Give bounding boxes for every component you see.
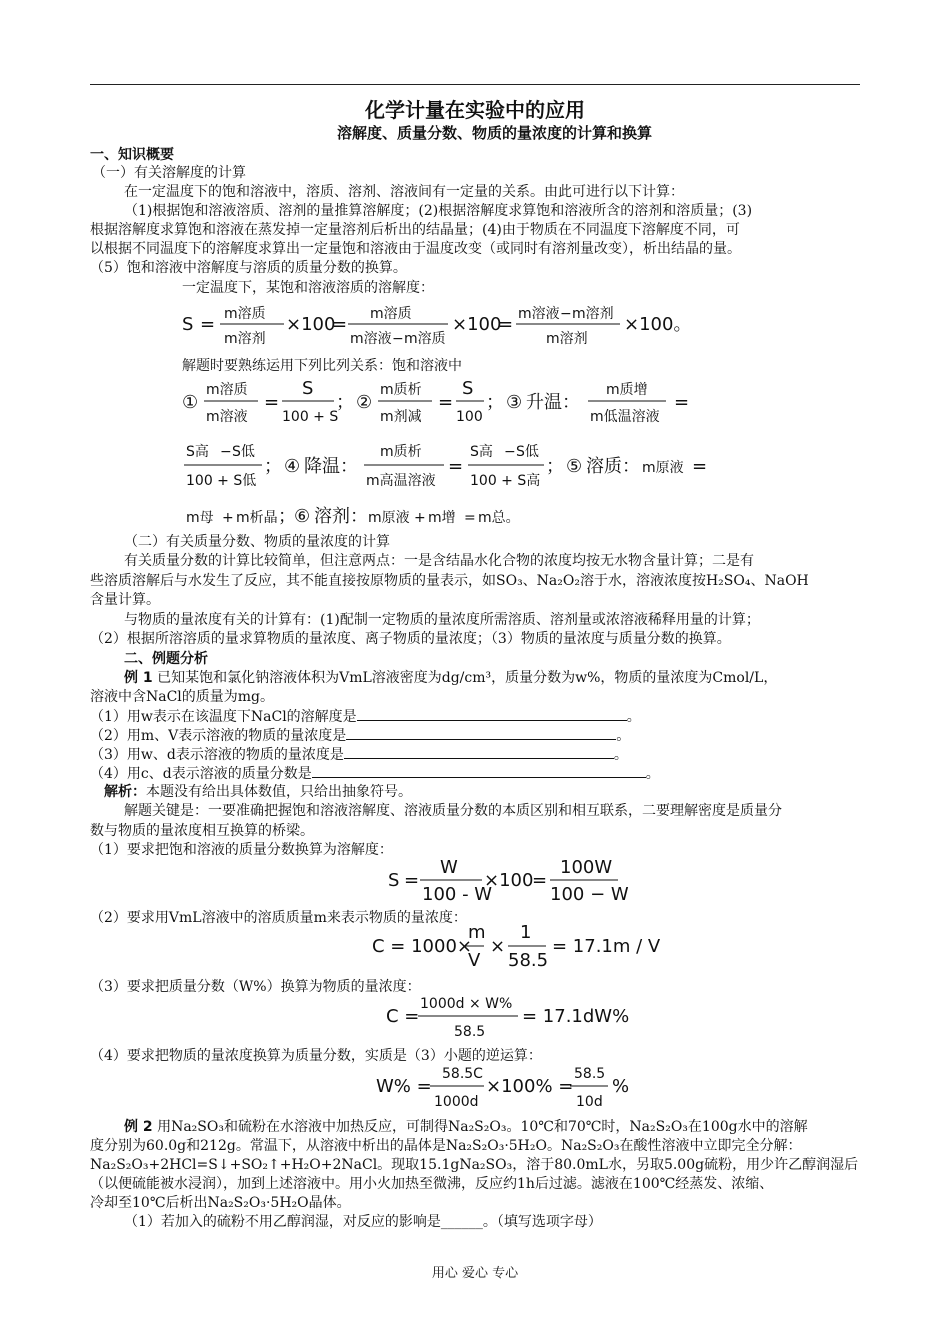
formula-text: m溶质 xyxy=(206,382,248,398)
paragraph: 有关质量分数的计算比较简单，但注意两点：一是含结晶水化合物的浓度均按无水物含量计算；二是有 xyxy=(124,553,754,569)
formula-text: W% = xyxy=(376,1076,432,1097)
formula-text: m质析 xyxy=(380,444,422,460)
paragraph: （5）饱和溶液中溶解度与溶质的质量分数的换算。 xyxy=(90,260,407,276)
formula-text: × xyxy=(490,936,506,957)
formula-a1 xyxy=(386,856,629,908)
formula-text: ×100。 xyxy=(624,314,692,335)
paragraph: （3）要求把质量分数（W%）换算为物质的量浓度： xyxy=(90,979,421,995)
formula-text: 降温： xyxy=(304,456,358,477)
formula-text: = xyxy=(438,392,454,413)
formula-text: ④ xyxy=(284,456,301,477)
formula-text: m高温溶液 xyxy=(366,473,436,489)
formula-text: = xyxy=(200,314,216,335)
formula-text: + xyxy=(222,510,234,526)
paragraph: 溶液中含NaCl的质量为mg。 xyxy=(90,689,275,705)
subsection-mass-fraction: （二）有关质量分数、物质的量浓度的计算 xyxy=(124,534,390,550)
formula-text: = xyxy=(692,456,708,477)
question-2 xyxy=(90,726,630,745)
formula-text: ×100% = xyxy=(486,1076,574,1097)
example-text: 用Na₂SO₃和硫粉在水溶液中加热反应，可制得Na₂S₂O₃。10℃和70℃时，Na₂S₂O₃在100g水中的溶解 xyxy=(157,1119,808,1135)
formula-text: % xyxy=(612,1076,630,1097)
formula-text: 溶剂： xyxy=(314,506,368,527)
analysis-label: 解析： xyxy=(104,784,146,800)
formula-text: 100 + S高 xyxy=(470,473,541,489)
paragraph: Na₂S₂O₃+2HCl=S↓+SO₂↑+H₂O+2NaCl。现取15.1gNa₂SO₃，溶于80.0mL水，另取5.00g硫粉，用少许乙醇润湿后 xyxy=(90,1157,859,1173)
formula-text: = xyxy=(674,392,690,413)
formula-text: m增 xyxy=(428,510,456,526)
formula-text: 1000d × W% xyxy=(420,996,513,1012)
answer-blank[interactable] xyxy=(357,707,627,721)
formula-text: 100W xyxy=(560,857,613,878)
formula-text: 58.5 xyxy=(574,1066,606,1082)
question-text: （1）用w表示在该温度下NaCl的溶解度是 xyxy=(90,709,357,725)
formula-text: = xyxy=(332,314,348,335)
period: 。 xyxy=(626,709,641,725)
formula-text: 1000d xyxy=(434,1094,479,1110)
formula-text: m低温溶液 xyxy=(590,409,660,425)
paragraph: （2）要求用VmL溶液中的溶质质量m来表示物质的量浓度： xyxy=(90,910,467,926)
formula-text: S低 xyxy=(516,444,539,460)
paragraph: 以根据不同温度下的溶解度求算出一定量饱和溶液由于温度改变（或同时有溶剂量改变），析出结晶的量。 xyxy=(90,241,741,257)
ratio-formulas-3 xyxy=(182,500,582,530)
solubility-formula xyxy=(180,298,740,354)
paragraph: （以便硫能被水浸润），加到上述溶液中。用小火加热至微沸，反应约1h后过滤。滤液在100℃经蒸发、浓缩、 xyxy=(90,1176,774,1192)
formula-text: m溶液 xyxy=(350,331,392,347)
formula-text: = 17.1m / V xyxy=(552,936,661,957)
question-text: （3）用w、d表示溶液的物质的量浓度是 xyxy=(90,747,344,763)
ratio-formulas-1 xyxy=(182,376,722,432)
paragraph: 解题时要熟练运用下列比列关系：饱和溶液中 xyxy=(182,358,462,374)
paragraph: 在一定温度下的饱和溶液中，溶质、溶剂、溶液间有一定量的关系。由此可进行以下计算： xyxy=(124,184,684,200)
page-footer: 用心 爱心 专心 xyxy=(431,1266,519,1281)
analysis xyxy=(104,783,412,801)
paragraph: （4）要求把物质的量浓度换算为质量分数，实质是（3）小题的逆运算： xyxy=(90,1048,542,1064)
paragraph: 含量计算。 xyxy=(90,592,160,608)
header-rule xyxy=(90,84,860,85)
formula-text: ； xyxy=(278,506,296,527)
formula-text: m质析 xyxy=(380,382,422,398)
formula-text: 58.5 xyxy=(508,950,549,971)
question: （1）若加入的硫粉不用乙醇润湿，对反应的影响是______。（填写选项字母） xyxy=(124,1214,602,1230)
paragraph: （1)根据饱和溶液溶质、溶剂的量推算溶解度；(2)根据溶解度求算饱和溶液所含的溶剂和溶质量；(3) xyxy=(124,203,753,219)
formula-text: = xyxy=(404,870,420,891)
answer-blank[interactable] xyxy=(312,764,646,778)
formula-text: C = 1000× xyxy=(372,936,472,957)
formula-text: m溶剂 xyxy=(572,306,614,322)
formula-text: S xyxy=(388,870,400,891)
page-title: 化学计量在实验中的应用 xyxy=(365,98,585,122)
formula-a3 xyxy=(384,992,634,1046)
formula-text: C = xyxy=(386,1006,420,1027)
formula-text: S xyxy=(302,378,314,399)
formula-text: 100 − W xyxy=(550,884,629,905)
formula-text: ； xyxy=(336,392,354,413)
example-2 xyxy=(124,1118,808,1136)
analysis-text: 本题没有给出具体数值，只给出抽象符号。 xyxy=(146,784,412,800)
paragraph: 解题关键是：一要准确把握饱和溶液溶解度、溶液质量分数的本质区别和相互联系，二要理解密度是质量分 xyxy=(124,803,782,819)
formula-text: m溶剂 xyxy=(224,331,266,347)
formula-text: = xyxy=(498,314,514,335)
formula-text: 升温： xyxy=(526,392,580,413)
period: 。 xyxy=(645,766,660,782)
formula-text: = xyxy=(532,870,548,891)
formula-text: = xyxy=(464,510,476,526)
formula-text: ① xyxy=(182,392,199,413)
formula-text: 58.5C xyxy=(442,1066,483,1082)
paragraph: 度分别为60.0g和212g。常温下，从溶液中析出的晶体是Na₂S₂O₃·5H₂O。Na₂S₂O₃在酸性溶液中立即完全分解： xyxy=(90,1138,802,1154)
section-heading-knowledge: 一、知识概要 xyxy=(90,147,174,163)
formula-text: m溶质 xyxy=(404,331,446,347)
paragraph: 与物质的量浓度有关的计算有：(1)配制一定物质的量浓度所需溶质、溶剂量或浓溶液稀释用量的计算； xyxy=(124,612,760,628)
period: 。 xyxy=(613,747,628,763)
example-1 xyxy=(124,669,777,687)
example-label: 例 2 xyxy=(124,1119,153,1135)
formula-text: ×100 xyxy=(484,870,534,891)
formula-text: ； xyxy=(264,456,282,477)
example-text: 已知某饱和氯化钠溶液体积为VmL溶液密度为dg/cm³，质量分数为w%，物质的量浓度为Cmol/L， xyxy=(157,670,778,686)
formula-text: m析晶 xyxy=(236,510,278,526)
period: 。 xyxy=(616,728,631,744)
formula-text: m原液 xyxy=(368,510,410,526)
formula-text: V xyxy=(468,950,481,971)
formula-text: S xyxy=(182,314,194,335)
subsection-solubility: （一）有关溶解度的计算 xyxy=(92,165,246,181)
formula-text: ⑤ xyxy=(566,456,583,477)
question-4 xyxy=(90,764,660,783)
formula-text: m溶质 xyxy=(224,306,266,322)
answer-blank[interactable] xyxy=(346,726,616,740)
formula-text: ； xyxy=(486,392,504,413)
formula-text: S高 xyxy=(186,444,209,460)
formula-text: − xyxy=(392,331,404,347)
formula-text: m溶剂 xyxy=(546,331,588,347)
formula-text: m剂减 xyxy=(380,409,422,425)
formula-text: ⑥ xyxy=(294,506,311,527)
formula-text: 100 xyxy=(456,409,483,425)
formula-text: 10d xyxy=(576,1094,603,1110)
formula-text: m原液 xyxy=(642,460,684,476)
question-text: （4）用c、d表示溶液的质量分数是 xyxy=(90,766,312,782)
formula-text: 100 - W xyxy=(422,884,493,905)
answer-blank[interactable] xyxy=(344,745,614,759)
formula-text: m溶液 xyxy=(518,306,560,322)
formula-text: ×100 xyxy=(286,314,336,335)
question-3 xyxy=(90,745,628,764)
formula-text: m母 xyxy=(186,510,214,526)
formula-text: = xyxy=(448,456,464,477)
paragraph: 些溶质溶解后与水发生了反应，其不能直接按原物质的量表示，如SO₃、Na₂O₂溶于水，溶液浓度按H₂SO₄、NaOH xyxy=(90,573,809,589)
formula-a4 xyxy=(374,1062,644,1116)
paragraph: 根据溶解度求算饱和溶液在蒸发掉一定量溶剂后析出的结晶量；(4)由于物质在不同温度下溶解度不同，可 xyxy=(90,222,740,238)
question-text: （2）用m、V表示溶液的物质的量浓度是 xyxy=(90,728,347,744)
paragraph: 一定温度下，某饱和溶液溶质的溶解度： xyxy=(182,280,434,296)
formula-text: m溶质 xyxy=(370,306,412,322)
paragraph: （1）要求把饱和溶液的质量分数换算为溶解度： xyxy=(90,842,393,858)
formula-text: m质增 xyxy=(606,382,648,398)
formula-text: 58.5 xyxy=(454,1024,486,1040)
formula-text: − xyxy=(220,444,232,460)
formula-text: ×100 xyxy=(452,314,502,335)
formula-text: ③ xyxy=(506,392,523,413)
example-label: 例 1 xyxy=(124,670,153,686)
question-1 xyxy=(90,707,641,726)
formula-text: S xyxy=(462,378,474,399)
formula-text: S高 xyxy=(470,444,493,460)
section-heading-examples: 二、例题分析 xyxy=(124,651,208,667)
formula-text: 100 + S低 xyxy=(186,473,257,489)
paragraph: （2）根据所溶溶质的量求算物质的量浓度、离子物质的量浓度；（3）物质的量浓度与质量分数的换算。 xyxy=(90,631,731,647)
formula-text: = xyxy=(264,392,280,413)
formula-text: + xyxy=(414,510,426,526)
formula-a2 xyxy=(370,922,661,976)
formula-text: ② xyxy=(356,392,373,413)
formula-text: 100 + S xyxy=(282,409,339,425)
paragraph: 数与物质的量浓度相互换算的桥梁。 xyxy=(90,823,314,839)
formula-text: ； xyxy=(546,456,564,477)
formula-text: S低 xyxy=(232,444,255,460)
formula-text: W xyxy=(440,857,458,878)
formula-text: m溶液 xyxy=(206,409,248,425)
formula-text: − xyxy=(504,444,516,460)
formula-text: 溶质： xyxy=(586,456,640,477)
page-subtitle: 溶解度、质量分数、物质的量浓度的计算和换算 xyxy=(337,124,653,142)
ratio-formulas-2 xyxy=(182,440,722,496)
paragraph: 冷却至10℃后析出Na₂S₂O₃·5H₂O晶体。 xyxy=(90,1195,351,1211)
formula-text: = 17.1dW% xyxy=(522,1006,630,1027)
formula-text: m xyxy=(468,922,486,943)
formula-text: m总。 xyxy=(478,510,520,526)
formula-text: 1 xyxy=(520,922,532,943)
formula-text: − xyxy=(560,306,572,322)
